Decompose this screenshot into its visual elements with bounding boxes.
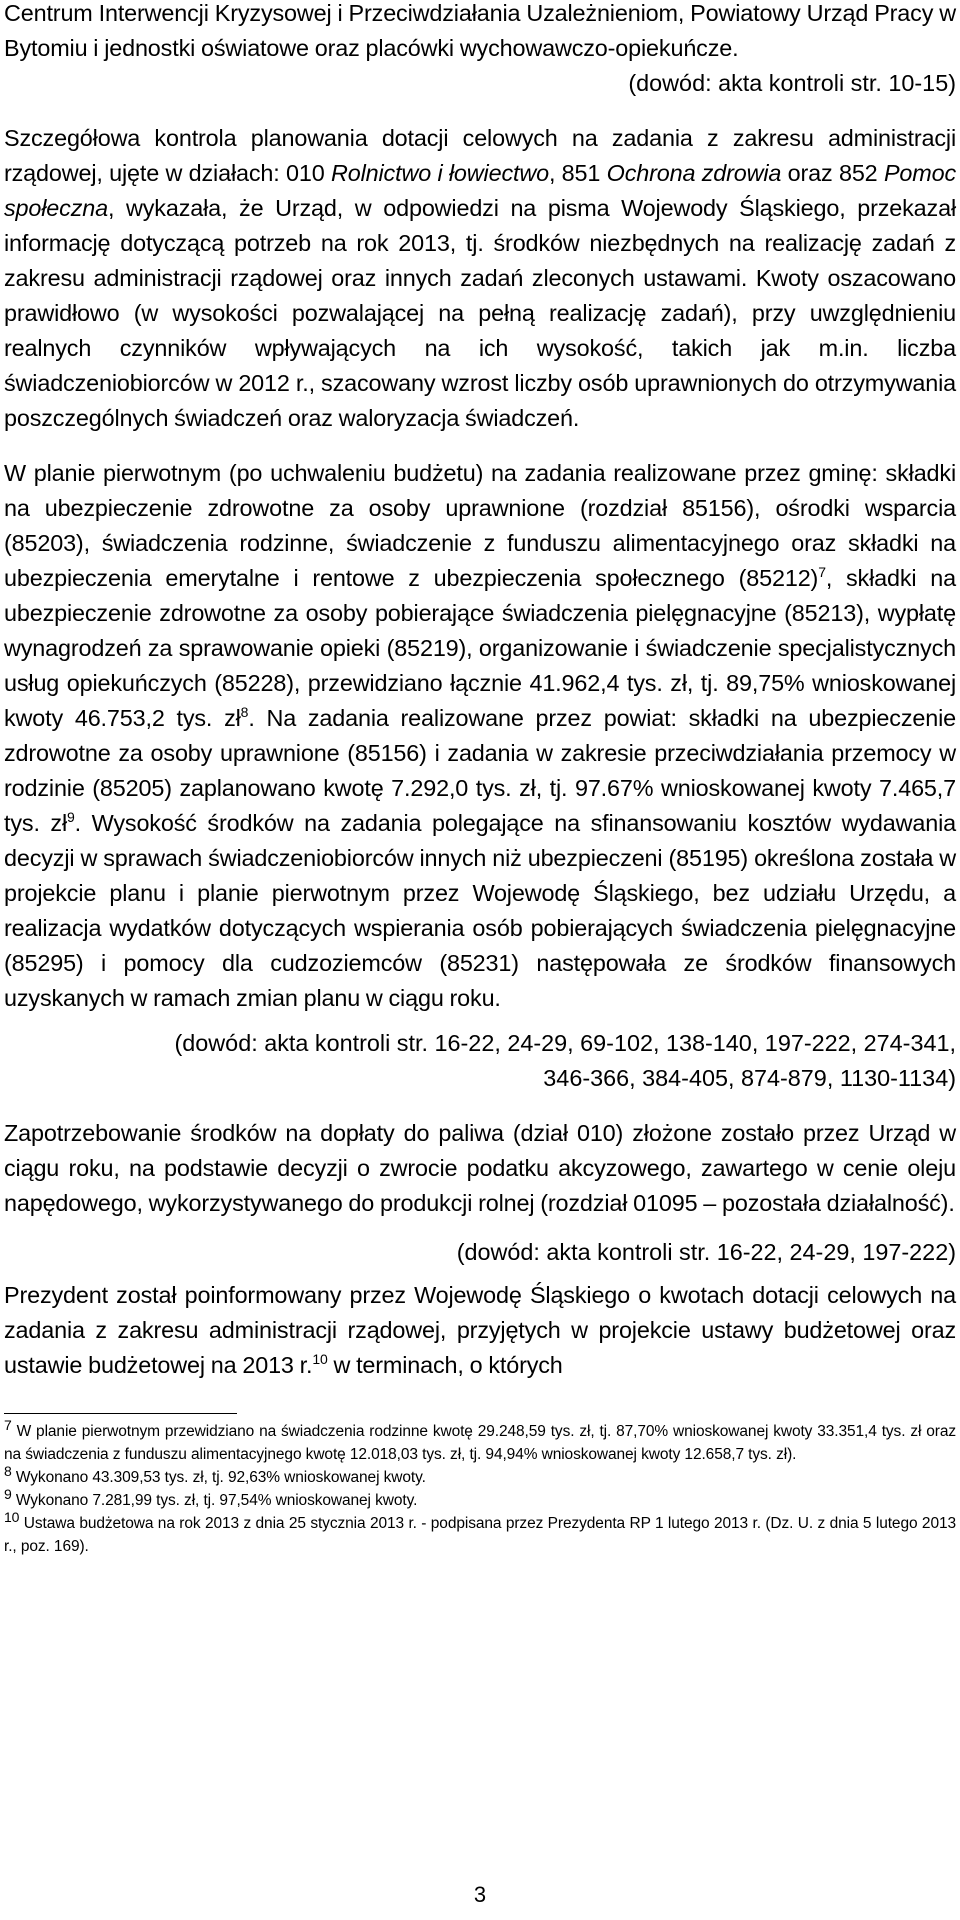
footnote-text: Ustawa budżetowa na rok 2013 z dnia 25 stycznia 2013 r. - podpisana przez Prezydenta RP 1 lutego 2013 r. (Dz. U. z dnia 5 lutego 2013 r., poz. 169).	[4, 1515, 956, 1555]
emphasis-text: Ochrona zdrowia	[606, 160, 782, 186]
footnote-text: W planie pierwotnym przewidziano na świadczenia rodzinne kwotę 29.248,59 tys. zł, tj. 87,70% wnioskowanej kwoty 33.351,4 tys. zł oraz na świadczenia z funduszu alimentacyjnego kwotę 12.018,03 tys. zł, tj. 94,94% wnioskowanej kwoty 12.658,7 tys. zł).	[4, 1423, 956, 1463]
footnote-ref[interactable]: 7	[818, 564, 826, 581]
footnote-number: 8	[4, 1462, 12, 1479]
paragraph-initial-plan	[4, 456, 956, 1016]
evidence-reference: (dowód: akta kontroli str. 16-22, 24-29, 197-222)	[456, 1239, 956, 1265]
emphasis-text: Pomoc społeczna	[4, 160, 956, 221]
paragraph-units: Centrum Interwencji Kryzysowej i Przeciwdziałania Uzależnieniom, Powiatowy Urząd Pracy w Bytomiu i jednostki oświatowe oraz placówki wychowawczo-opiekuńcze.	[4, 0, 956, 61]
footnote-number: 10	[4, 1508, 20, 1525]
page-number: 3	[473, 1882, 487, 1907]
text-run: , 851	[548, 160, 607, 186]
text-run: Prezydent został poinformowany przez Wojewodę Śląskiego o kwotach dotacji celowych na zadania z zakresu administracji rządowej, przyjętych w projekcie ustawy budżetowej oraz ustawie budżetowej na 2013 r.	[4, 1282, 956, 1378]
footnote-text: Wykonano 43.309,53 tys. zł, tj. 92,63% wnioskowanej kwoty.	[11, 1469, 426, 1486]
footnote-text: Wykonano 7.281,99 tys. zł, tj. 97,54% wnioskowanej kwoty.	[11, 1492, 418, 1509]
footnote-divider	[4, 1413, 237, 1414]
evidence-reference: (dowód: akta kontroli str. 16-22, 24-29, 69-102, 138-140, 197-222, 274-341, 346-366, 384-405, 874-879, 1130-1134)	[174, 1030, 956, 1091]
text-run: oraz 852	[781, 160, 884, 186]
text-run: , wykazała, że Urząd, w odpowiedzi na pisma Wojewody Śląskiego, przekazał informację dotyczącą potrzeb na rok 2013, tj. środków niezbędnych na realizację zadań z zakresu administracji rządowej oraz innych zadań zleconych ustawami. Kwoty oszacowano prawidłowo (w wysokości pozwalającej na pełną realizację zadań), przy uwzględnieniu realnych czynników wpływających na ich wysokość, takich jak m.in. liczba świadczeniobiorców w 2012 r., szacowany wzrost liczby osób uprawnionych do otrzymywania poszczególnych świadczeń oraz waloryzacja świadczeń.	[4, 195, 956, 431]
text-run: W planie pierwotnym (po uchwaleniu budżetu) na zadania realizowane przez gminę: składki na ubezpieczenie zdrowotne za osoby uprawnione (rozdział 85156), ośrodki wsparcia (85203), świadczenia rodzinne, świadczenie z funduszu alimentacyjnego oraz składki na ubezpieczenia emerytalne i rentowe z ubezpieczenia społecznego (85212)	[4, 460, 956, 591]
footnote-number: 7	[4, 1416, 12, 1433]
footnote-item	[4, 1508, 956, 1558]
text-run: , składki na ubezpieczenie zdrowotne za osoby pobierające świadczenia pielęgnacyjne (85213), wypłatę wynagrodzeń za sprawowanie opieki (85219), organizowanie i świadczenie specjalistycznych usług opiekuńczych (85228), przewidziano łącznie 41.962,4 tys. zł, tj. 89,75% wnioskowanej kwoty 46.753,2 tys. zł	[4, 565, 957, 731]
emphasis-text: Rolnictwo i łowiectwo	[331, 160, 549, 186]
footnotes	[4, 1416, 956, 1558]
text-run: . Wysokość środków na zadania polegające na sfinansowaniu kosztów wydawania decyzji w sprawach świadczeniobiorców innych niż ubezpieczeni (85195) określona została w projekcie planu i planie pierwotnym przez Wojewodę Śląskiego, bez udziału Urzędu, a realizacja wydatków dotyczących wspierania osób pobierających świadczenia pielęgnacyjne (85295) i pomocy dla cudzoziemców (85231) następowała ze środków finansowych uzyskanych w ramach zmian planu w ciągu roku.	[4, 810, 956, 1011]
paragraph-fuel-subsidy: Zapotrzebowanie środków na dopłaty do paliwa (dział 010) złożone zostało przez Urząd w ciągu roku, na podstawie decyzji o zwrocie podatku akcyzowego, zawartego w cenie oleju napędowego, wykorzystywanego do produkcji rolnej (rozdział 01095 – pozostała działalność).	[4, 1120, 956, 1216]
text-run: w terminach, o których	[327, 1352, 563, 1378]
footnote-ref[interactable]: 8	[240, 704, 249, 721]
evidence-reference: (dowód: akta kontroli str. 10-15)	[628, 70, 956, 96]
footnote-ref[interactable]: 10	[312, 1351, 328, 1368]
footnote-ref[interactable]: 9	[67, 809, 75, 826]
text-run: Szczegółowa kontrola planowania dotacji celowych na zadania z zakresu administracji rządowej, ujęte w działach: 010	[4, 125, 956, 186]
footnote-number: 9	[4, 1485, 12, 1502]
paragraph-grant-planning	[4, 121, 956, 436]
footnote-item	[4, 1462, 956, 1489]
text-run: . Na zadania realizowane przez powiat: składki na ubezpieczenie zdrowotne za osoby uprawnione (85156) i zadania w zakresie przeciwdziałania przemocy w rodzinie (85205) zaplanowano kwotę 7.292,0 tys. zł, tj. 97.67% wnioskowanej kwoty 7.465,7 tys. zł	[4, 705, 956, 836]
paragraph-president-informed	[4, 1278, 956, 1383]
footnote-item	[4, 1416, 956, 1466]
footnote-item	[4, 1485, 956, 1512]
